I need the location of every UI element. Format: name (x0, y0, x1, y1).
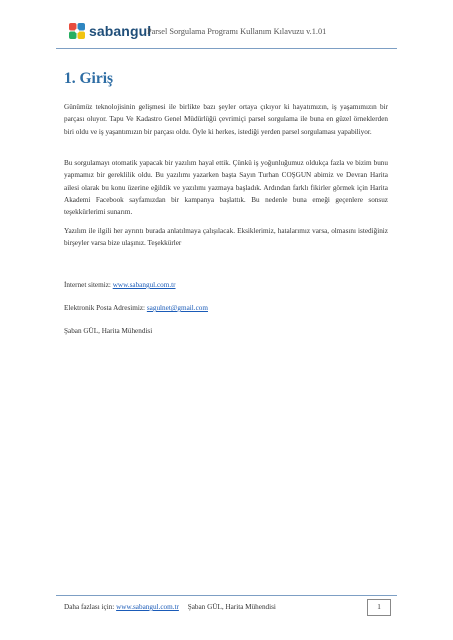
page-number: 1 (367, 599, 391, 616)
intro-paragraph-1: Günümüz teknolojisinin gelişmesi ile birlikte bazı şeyler ortaya çıkıyor ki hayatımızın, iş yaşamımızın bir parçası oluyor. Tapu Ve Kadastro Genel Müdürlüğü çevrimiçi parsel sorgulama ile buna en güzel örneklerden biri oldu ve iş yaşantımızın bir parçası oldu. Öyle ki herkes, istediği yerden parsel sorgulaması yapabiliyor. (64, 103, 388, 136)
email-label: Elektronik Posta Adresimiz: (64, 304, 147, 312)
website-link[interactable]: www.sabangul.com.tr (112, 281, 176, 289)
logo-text: sabangul (89, 23, 152, 39)
email-link[interactable]: sagulnet@gmail.com (146, 304, 208, 312)
email-line (64, 304, 208, 312)
header-divider (56, 48, 397, 49)
footer-author: Şaban GÜL, Harita Mühendisi (187, 603, 276, 611)
document-title: Parsel Sorgulama Programı Kullanım Kılavuzu v.1.01 (147, 27, 327, 36)
footer-divider (56, 595, 397, 596)
website-line (64, 281, 176, 289)
page-header (0, 0, 453, 56)
puzzle-cluster-logo-icon (68, 22, 86, 40)
footer-website-link[interactable]: www.sabangul.com.tr (116, 603, 179, 611)
sabangul-logo (68, 22, 151, 40)
author-signature: Şaban GÜL, Harita Mühendisi (64, 327, 153, 335)
page-footer (64, 603, 276, 611)
section-heading: 1. Giriş (64, 70, 114, 87)
intro-paragraph-2: Bu sorgulamayı otomatik yapacak bir yazılım hayal ettik. Çünkü iş yoğunluğumuz oldukça fazla ve bizim bunu yapmamız bir gereklilik oldu. Bu yazılımı yazarken başta Sayın Turhan COŞGUN abimiz ve Devran Harita ailesi olarak bu konu üzerine eğildik ve yazılımı yazmaya başladık. Ardından farklı fikirler görmek için Harita Akademi Facebook sayfamızdan bir kampanya başlattık. Bu nedenle buna emeği geçenlere sonsuz teşekkürlerimi sunarım. (64, 159, 388, 217)
website-label: İnternet sitemiz: (64, 281, 113, 289)
intro-paragraph-3: Yazılım ile ilgili her ayrıntı burada anlatılmaya çalışılacak. Eksiklerimiz, hatalarımız varsa, olmasını istediğiniz birşeyler varsa bize ulaşınız. Teşekkürler (64, 227, 388, 248)
footer-more-info-label: Daha fazlası için: (64, 603, 117, 611)
